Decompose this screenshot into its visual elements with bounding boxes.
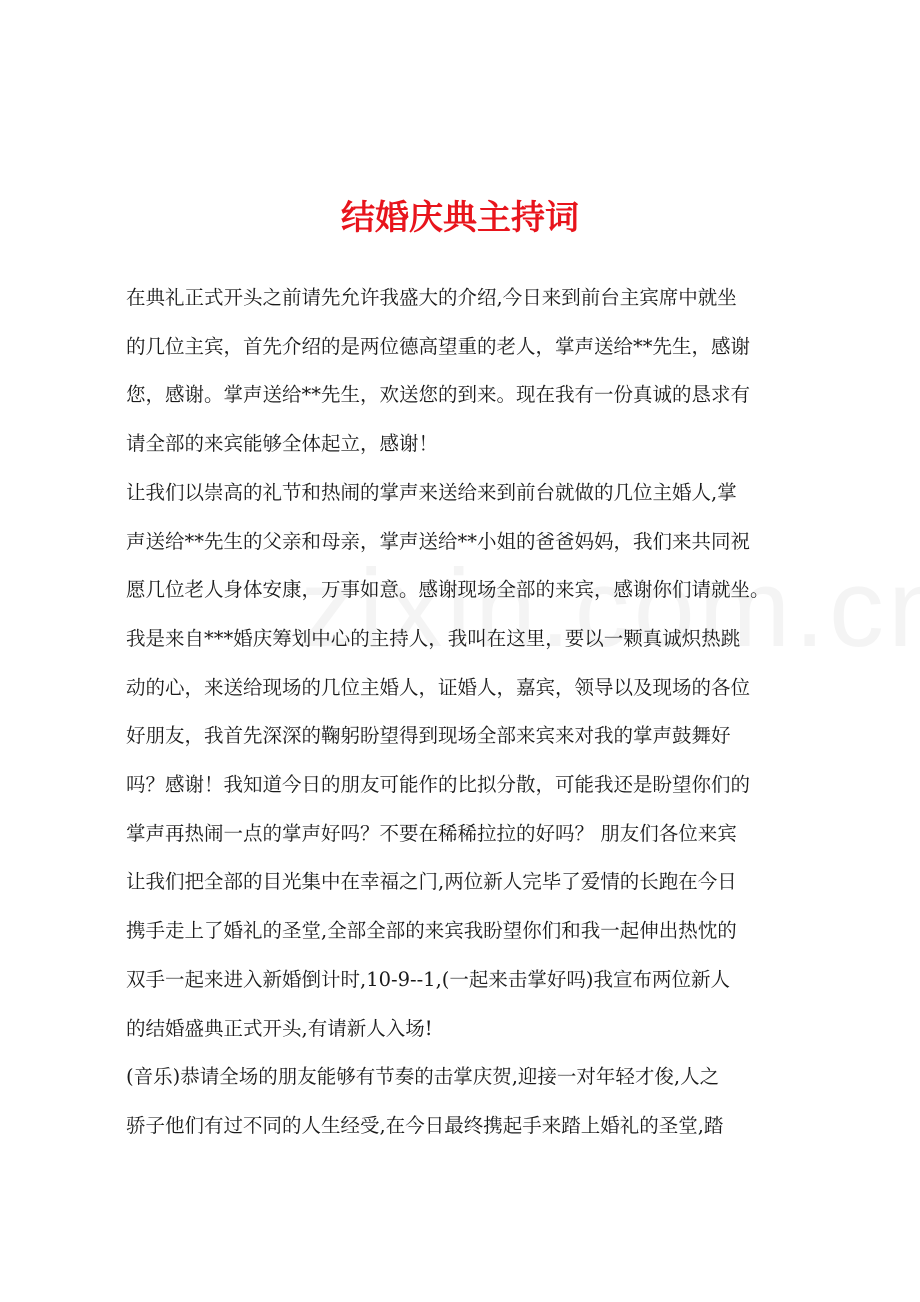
document-title: 结婚庆典主持词	[341, 198, 579, 238]
document-body	[126, 274, 806, 1151]
paragraph-2: 让我们以崇高的礼节和热闹的掌声来送给来到前台就做的几位主婚人,掌 声送给**先生的父亲和母亲，掌声送给**小姐的爸爸妈妈，我们来共同祝 愿几位老人身体安康，万事如意。感谢现场全部的来宾，感谢你们请就坐。 我是来自***婚庆筹划中心的主持人，我叫在这里，要以一颗真诚炽热跳 动的心，来送给现场的几位主婚人，证婚人，嘉宾，领导以及现场的各位 好朋友，我首先深深的鞠躬盼望得到现场全部来宾来对我的掌声鼓舞好 吗？感谢！我知道今日的朋友可能作的比拟分散，可能我还是盼望你们的 掌声再热闹一点的掌声好吗？不要在稀稀拉拉的好吗？ 朋友们各位来宾 让我们把全部的目光集中在幸福之门,两位新人完毕了爱情的长跑在今日 携手走上了婚礼的圣堂,全部全部的来宾我盼望你们和我一起伸出热忱的 双手一起来进入新婚倒计时,10-9--1,(一起来击掌好吗)我宣布两位新人 的结婚盛典正式开头,有请新人入场!	[126, 480, 770, 1040]
paragraph-1: 在典礼正式开头之前请先允许我盛大的介绍,今日来到前台主宾席中就坐 的几位主宾，首先介绍的是两位德高望重的老人，掌声送给**先生，感谢 您，感谢。掌声送给**先生，欢送您的到来。现在我有一份真诚的恳求有 请全部的来宾能够全体起立，感谢！	[126, 286, 751, 456]
paragraph-3: (音乐)恭请全场的朋友能够有节奏的击掌庆贺,迎接一对年轻才俊,人之 骄子他们有过不同的人生经受,在今日最终携起手来踏上婚礼的圣堂,踏	[126, 1065, 724, 1137]
